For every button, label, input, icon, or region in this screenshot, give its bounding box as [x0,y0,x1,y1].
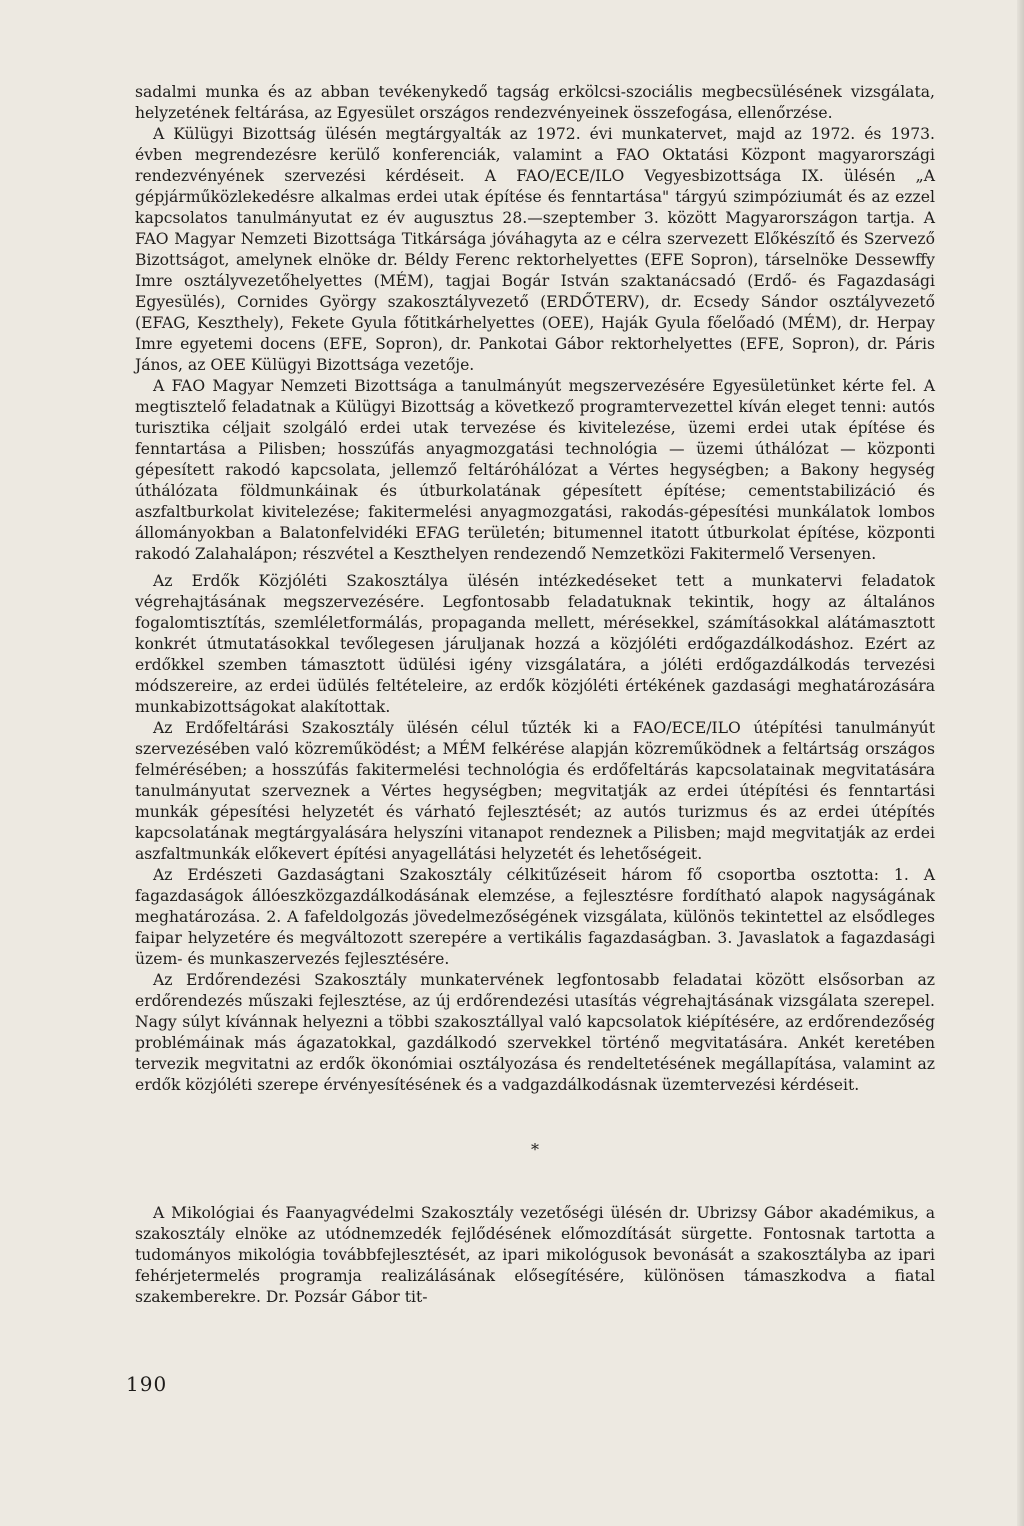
paragraph-fao-tanulmanyut: A FAO Magyar Nemzeti Bizottsága a tanulmányút megszervezésére Egyesületünket kérte fel. A megtisztelő feladatnak a Külügyi Bizottság a következő programtervezettel kíván eleget tenni: autós turisztika céljait szolgáló erdei utak tervezése és kivitelezése, üzemi erdei utak építése és fenntartása a Pilisben; hosszúfás anyagmozgatási technológia — üzemi úthálózat — központi gépesített rakodó kapcsolata, jellemző feltáróhálózat a Vértes hegységben; a Bakony hegység úthálózata földmunkáinak és útburkolatának gépesített építése; cementstabilizáció és aszfaltburkolat kivitelezése; fakitermelési anyagmozgatási, rakodás-gépesítési munkálatok lombos állományokban a Balatonfelvidéki EFAG területén; bitumennel itatott útburkolat építése, központi rakodó Zalahalápon; részvétel a Keszthelyen rendezendő Nemzetközi Fakitermelő Versenyen. [135,377,935,563]
paragraph-kulugyi-bizottsag: A Külügyi Bizottság ülésén megtárgyalták az 1972. évi munkatervet, majd az 1972. és 1973. évben megrendezésre kerülő konferenciák, valamint a FAO Oktatási Központ magyarországi rendezvényének szervezési kérdéseit. A FAO/ECE/ILO Vegyesbizottsága IX. ülésén „A gépjárműközlekedésre alkalmas erdei utak építése és fenntartása" tárgyú szimpóziumát és az ezzel kapcsolatos tanulmányutat ez év augusztus 28.—szeptember 3. között Magyarországon tartja. A FAO Magyar Nemzeti Bizottsága Titkársága jóváhagyta az e célra szervezett Előkészítő és Szervező Bizottságot, amelynek elnöke dr. Béldy Ferenc rektorhelyettes (EFE Sopron), társelnöke Dessewffy Imre osztályvezetőhelyettes (MÉM), tagjai Bogár István szaktanácsadó (Erdő- és Fagazdasági Egyesülés), Cornides György szakosztályvezető (ERDŐTERV), dr. Ecsedy Sándor osztályvezető (EFAG, Keszthely), Fekete Gyula főtitkárhelyettes (OEE), Haják Gyula főelőadó (MÉM), dr. Herpay Imre egyetemi docens (EFE, Sopron), dr. Pankotai Gábor rektorhelyettes (EFE, Sopron), dr. Páris János, az OEE Külügyi Bizottsága vezetője. [135,125,935,374]
section-separator: * [531,1140,539,1159]
paragraph-mikologiai: A Mikológiai és Faanyagvédelmi Szakosztály vezetőségi ülésén dr. Ubrizsy Gábor akadémikus, a szakosztály elnöke az utódnemzedék fejlődésének előmozdítását sürgette. Fontosnak tartotta a tudományos mikológia továbbfejlesztését, az ipari mikológusok bevonását a szakosztályba az ipari fehérjetermelés programja realizálásának elősegítésére, különösen támaszkodva a fiatal szakemberekre. Dr. Pozsár Gábor tit- [135,1204,935,1306]
paragraph-continuation: sadalmi munka és az abban tevékenykedő tagság erkölcsi-szociális megbecsülésének vizsgálata, helyzetének feltárása, az Egyesület országos rendezvényeinek összefogása, ellenőrzése. [135,83,935,122]
paragraph-erdeszeti-gazdasagtani: Az Erdészeti Gazdaságtani Szakosztály célkitűzéseit három fő csoportba osztotta: 1. A fagazdaságok állóeszközgazdálkodásának elemzése, a fejlesztésre fordítható alapok nagyságának meghatározása. 2. A fafeldolgozás jövedelmezőségének vizsgálata, különös tekintettel az elsődleges faipar helyzetére és megváltozott szerepére a vertikális fagazdaságban. 3. Javaslatok a fagazdasági üzem- és munkaszervezés fejlesztésére. [135,866,935,968]
body-text [135,82,935,1308]
paragraph-erdorendezesi: Az Erdőrendezési Szakosztály munkatervének legfontosabb feladatai között elsősorban az erdőrendezés műszaki fejlesztése, az új erdőrendezési utasítás végrehajtásának vizsgálata szerepel. Nagy súlyt kívánnak helyezni a többi szakosztállyal való kapcsolatok kiépítésére, az erdőrendezőség problémáinak más ágazatokkal, gazdálkodó szervekkel történő megvitatására. Ankét keretében tervezik megvitatni az erdők ökonómiai osztályozása és rendeltetésének megállapítása, valamint az erdők közjóléti szerepe érvényesítésének és a vadgazdálkodásnak üzemtervezési kérdéseit. [135,971,935,1094]
paragraph-erdofeltarasi: Az Erdőfeltárási Szakosztály ülésén célul tűzték ki a FAO/ECE/ILO útépítési tanulmányút szervezésében való közreműködést; a MÉM felkérése alapján közreműködnek a feltártság országos felmérésében; a hosszúfás fakitermelési technológia és erdőfeltárás kapcsolatainak megvitatására tanulmányutat szerveznek a Vértes hegységben; megvitatják az erdei útépítési és fenntartási munkák gépesítési helyzetét és várható fejlesztését; az autós turizmus és az erdei útépítés kapcsolatának megtárgyalására helyszíni vitanapot rendeznek a Pilisben; majd megvitatják az erdei aszfaltmunkák előkevert építési anyagellátási helyzetét és lehetőségeit. [135,719,935,863]
paragraph-erdok-kozjoleti: Az Erdők Közjóléti Szakosztálya ülésén intézkedéseket tett a munkatervi feladatok végrehajtásának megszervezésére. Legfontosabb feladatuknak tekintik, hogy az általános fogalomtisztítás, szemléletformálás, propaganda mellett, mérésekkel, számításokkal alátámasztott konkrét útmutatásokkal tevőlegesen járuljanak hozzá a közjóléti erdőgazdálkodáshoz. Ezért az erdőkkel szemben támasztott üdülési igény vizsgálatára, a jóléti erdőgazdálkodás tervezési módszereire, az erdei üdülés feltételeire, az erdők közjóléti értékének gazdasági meghatározására munkabizottságokat alakítottak. [135,572,935,716]
page-number: 190 [126,1372,168,1396]
